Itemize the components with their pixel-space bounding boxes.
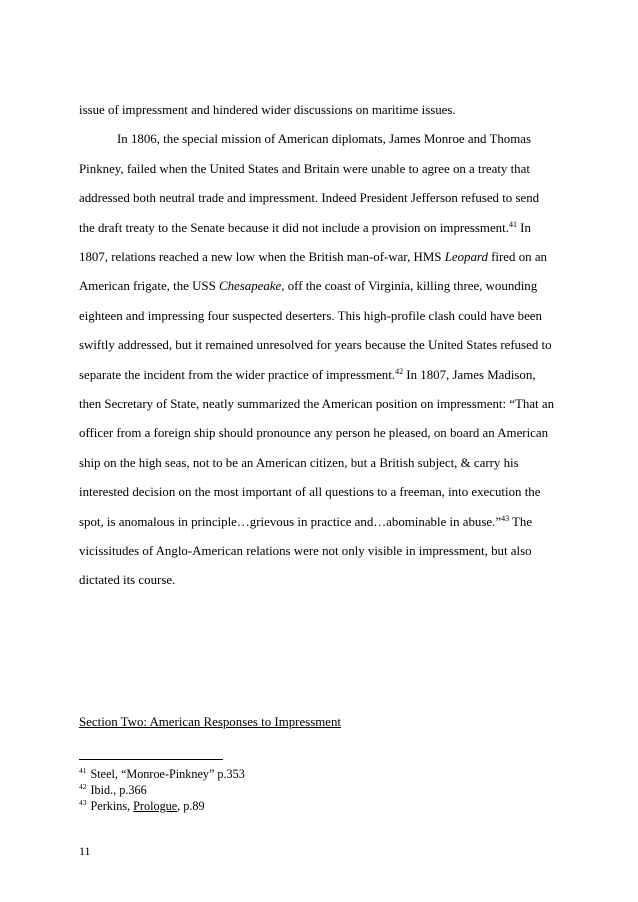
text-run: American frigate, the USS	[79, 279, 219, 294]
body-line	[79, 543, 532, 559]
text-run: eighteen and impressing four suspected deserters. This high-profile clash could have been	[79, 308, 542, 323]
footnote-ref: 43	[501, 513, 510, 523]
text-run: 1807, relations reached a new low when the British man-of-war, HMS	[79, 250, 445, 264]
text-run: Steel, “Monroe-Pinkney” p.353	[90, 767, 245, 781]
footnote-number: 42	[79, 782, 87, 791]
body-line	[79, 161, 530, 177]
text-run: fired on an	[487, 250, 547, 264]
text-run: the draft treaty to the Senate because it did not include a provision on impressment.	[79, 220, 509, 235]
text-run: , p.89	[177, 799, 205, 813]
text-run: Ibid., p.366	[90, 783, 147, 797]
text-run: addressed both neutral trade and impressment. Indeed President Jefferson refused to send	[79, 191, 540, 206]
text-run: then Secretary of State, neatly summarized the American position on impressment: “That an	[79, 397, 555, 411]
footnote-ref: 42	[395, 366, 404, 376]
body-line	[79, 190, 539, 206]
body-line	[117, 131, 531, 147]
footnote	[79, 782, 147, 798]
text-run: In 1807, James Madison,	[403, 367, 536, 382]
text-run: spot, is anomalous in principle…grievous in practice and…abominable in abuse.”	[79, 514, 502, 529]
body-line	[79, 572, 175, 588]
body-line	[79, 484, 540, 500]
body-line	[79, 514, 532, 530]
text-run: In 1806, the special mission of American diplomats, James Monroe and Thomas	[117, 132, 531, 147]
text-run: swiftly addressed, but it remained unresolved for years because the United States refused to	[79, 338, 552, 353]
body-line	[79, 278, 537, 294]
footnote-number: 41	[79, 766, 87, 775]
body-line	[79, 308, 542, 324]
text-run: issue of impressment and hindered wider discussions on maritime issues.	[79, 103, 456, 117]
body-line	[79, 396, 554, 412]
text-run: off the coast of Virginia, killing three, wounding	[284, 279, 538, 294]
footnote-ref: 41	[508, 219, 517, 229]
footnote	[79, 798, 205, 814]
text-run: Perkins,	[90, 799, 134, 813]
body-line	[79, 337, 552, 353]
text-run: ship on the high seas, not to be an American citizen, but a British subject, & carry his	[79, 455, 519, 470]
text-run: dictated its course.	[79, 573, 176, 588]
text-run: In	[516, 220, 531, 235]
body-line	[79, 455, 519, 471]
footnote-separator	[79, 759, 223, 760]
text-run: The	[509, 514, 533, 529]
underlined-title: Prologue	[133, 799, 178, 813]
text-run: vicissitudes of Anglo-American relations were not only visible in impressment, but also	[79, 544, 532, 558]
text-run: officer from a foreign ship should pronounce any person he pleased, on board an American	[79, 426, 549, 441]
text-run: interested decision on the most important of all questions to a freeman, into execution the	[79, 485, 541, 500]
page-number: 11	[79, 844, 91, 858]
text-run: separate the incident from the wider practice of impressment.	[79, 367, 396, 382]
body-line	[79, 249, 547, 265]
body-line	[79, 220, 531, 236]
section-heading: Section Two: American Responses to Impressment	[79, 715, 342, 729]
italic-text: Chesapeake,	[218, 279, 285, 294]
body-line	[79, 425, 548, 441]
body-line	[79, 102, 456, 118]
footnote-number: 43	[79, 798, 87, 807]
body-line	[79, 367, 536, 383]
footnote	[79, 766, 245, 782]
italic-text: Leopard	[444, 250, 488, 264]
text-run: Pinkney, failed when the United States and Britain were unable to agree on a treaty that	[79, 161, 530, 176]
